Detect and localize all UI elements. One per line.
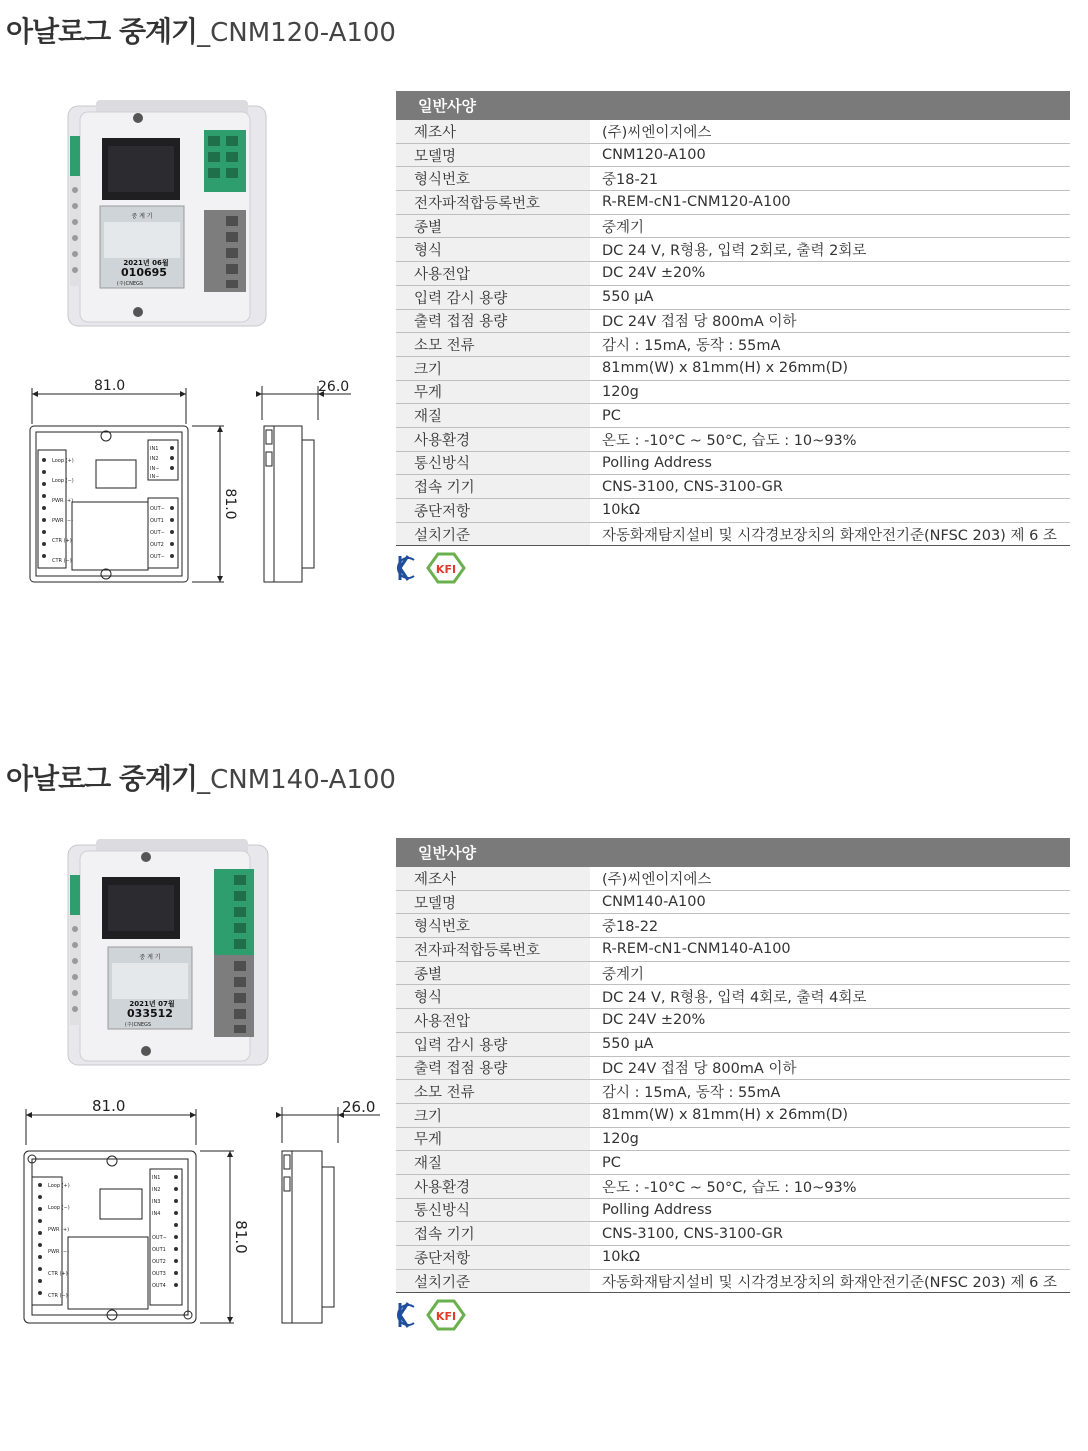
spec-row bbox=[396, 475, 1070, 499]
spec-value: 550 μA bbox=[590, 285, 1070, 309]
spec-value: DC 24 V, R형용, 입력 2회로, 출력 2회로 bbox=[590, 238, 1070, 262]
terminal-right-label: OUT3 bbox=[152, 1271, 166, 1277]
spec-value: DC 24V 접점 당 800mA 이하 bbox=[590, 309, 1070, 333]
terminal-right-label: OUT− bbox=[150, 554, 165, 560]
label-serial: 033512 bbox=[127, 1007, 173, 1020]
terminal-left-label: Loop (−) bbox=[48, 1205, 70, 1211]
spec-key: 접속 기기 bbox=[396, 475, 590, 499]
spec-row bbox=[396, 356, 1070, 380]
spec-key: 소모 전류 bbox=[396, 1080, 590, 1104]
spec-value: 중18-21 bbox=[590, 167, 1070, 191]
terminal-right-label: OUT− bbox=[152, 1235, 167, 1241]
spec-key: 무게 bbox=[396, 1127, 590, 1151]
terminal-left-label: Loop (+) bbox=[48, 1183, 70, 1189]
spec-row bbox=[396, 1174, 1070, 1198]
spec-value: PC bbox=[590, 404, 1070, 428]
terminal-right-label: IN− bbox=[150, 466, 160, 472]
spec-key: 형식 bbox=[396, 238, 590, 262]
spec-value: CNM140-A100 bbox=[590, 890, 1070, 914]
spec-key: 종별 bbox=[396, 961, 590, 985]
terminal-right-label: OUT− bbox=[150, 506, 165, 512]
spec-key: 사용환경 bbox=[396, 427, 590, 451]
spec-row bbox=[396, 938, 1070, 962]
spec-row bbox=[396, 191, 1070, 215]
title-korean: 아날로그 중계기 bbox=[6, 15, 198, 48]
spec-row bbox=[396, 285, 1070, 309]
spec-key: 모델명 bbox=[396, 890, 590, 914]
dim-depth: 26.0 bbox=[342, 1098, 376, 1116]
spec-row bbox=[396, 451, 1070, 475]
terminal-left-label: PWR (+) bbox=[48, 1227, 70, 1233]
spec-value: 온도 : -10°C ~ 50°C, 습도 : 10~93% bbox=[590, 1174, 1070, 1198]
spec-value: 자동화재탐지설비 및 시각경보장치의 화재안전기준(NFSC 203) 제 6 조 bbox=[590, 522, 1070, 546]
terminal-left-label: PWR (+) bbox=[52, 498, 74, 504]
spec-row bbox=[396, 238, 1070, 262]
dim-width: 81.0 bbox=[94, 378, 126, 394]
spec-value: DC 24V 접점 당 800mA 이하 bbox=[590, 1056, 1070, 1080]
spec-row bbox=[396, 1032, 1070, 1056]
spec-key: 입력 감시 용량 bbox=[396, 1032, 590, 1056]
terminal-left-label: Loop (−) bbox=[52, 478, 74, 484]
spec-row bbox=[396, 167, 1070, 191]
label-brand: (주)CNEGS bbox=[124, 1022, 152, 1028]
spec-value: CNS-3100, CNS-3100-GR bbox=[590, 1222, 1070, 1246]
spec-value: 중계기 bbox=[590, 961, 1070, 985]
terminal-right-label: IN4 bbox=[152, 1211, 161, 1217]
spec-key: 형식 bbox=[396, 985, 590, 1009]
terminal-right-label: IN2 bbox=[150, 456, 159, 462]
terminal-right-label: OUT2 bbox=[150, 542, 164, 548]
spec-table bbox=[396, 838, 1070, 1293]
kc-mark-icon bbox=[396, 1301, 416, 1329]
spec-key: 종단저항 bbox=[396, 499, 590, 523]
terminal-right-label: IN2 bbox=[152, 1187, 161, 1193]
spec-value: DC 24V ±20% bbox=[590, 1009, 1070, 1033]
spec-key: 무게 bbox=[396, 380, 590, 404]
spec-key: 사용전압 bbox=[396, 1009, 590, 1033]
terminal-left-label: CTR (+) bbox=[52, 538, 72, 544]
terminal-right-label: IN1 bbox=[150, 446, 159, 452]
spec-value: PC bbox=[590, 1151, 1070, 1175]
spec-value: 중계기 bbox=[590, 214, 1070, 238]
spec-value: (주)씨엔이지에스 bbox=[590, 867, 1070, 890]
spec-row bbox=[396, 1127, 1070, 1151]
spec-key: 재질 bbox=[396, 404, 590, 428]
spec-row bbox=[396, 333, 1070, 357]
terminal-right-label: OUT− bbox=[150, 530, 165, 536]
terminal-right-label: IN1 bbox=[152, 1175, 161, 1181]
terminal-right-label: IN3 bbox=[152, 1199, 161, 1205]
terminal-left-label: CTR (−) bbox=[52, 558, 72, 564]
spec-value: CNM120-A100 bbox=[590, 143, 1070, 167]
spec-row bbox=[396, 890, 1070, 914]
cert-marks bbox=[396, 1299, 466, 1331]
label-date: 2021년 06월 bbox=[123, 259, 169, 267]
terminal-left-label: Loop (+) bbox=[52, 458, 74, 464]
spec-key: 모델명 bbox=[396, 143, 590, 167]
spec-key: 크기 bbox=[396, 1103, 590, 1127]
spec-row bbox=[396, 1103, 1070, 1127]
spec-key: 제조사 bbox=[396, 867, 590, 890]
spec-header: 일반사양 bbox=[396, 91, 1070, 120]
spec-value: 감시 : 15mA, 동작 : 55mA bbox=[590, 333, 1070, 357]
label-name: 중 계 기 bbox=[139, 954, 161, 961]
title-model: _CNM140-A100 bbox=[197, 765, 396, 795]
spec-key: 사용전압 bbox=[396, 262, 590, 286]
spec-row bbox=[396, 985, 1070, 1009]
spec-key: 형식번호 bbox=[396, 914, 590, 938]
terminal-right-label: IN− bbox=[150, 474, 160, 480]
spec-row bbox=[396, 867, 1070, 890]
dim-height: 81.0 bbox=[222, 488, 238, 520]
spec-row bbox=[396, 427, 1070, 451]
terminal-left-label: PWR (−) bbox=[48, 1249, 70, 1255]
spec-row bbox=[396, 380, 1070, 404]
spec-row bbox=[396, 499, 1070, 523]
spec-value: 120g bbox=[590, 1127, 1070, 1151]
terminal-right-label: OUT4 bbox=[152, 1283, 166, 1289]
spec-row bbox=[396, 1151, 1070, 1175]
spec-key: 설치기준 bbox=[396, 522, 590, 546]
dim-height: 81.0 bbox=[232, 1220, 250, 1254]
kfi-mark-icon bbox=[426, 1299, 466, 1331]
spec-row bbox=[396, 961, 1070, 985]
dim-depth: 26.0 bbox=[318, 379, 350, 395]
spec-key: 형식번호 bbox=[396, 167, 590, 191]
spec-row bbox=[396, 1269, 1070, 1293]
spec-value: 550 μA bbox=[590, 1032, 1070, 1056]
spec-row bbox=[396, 1080, 1070, 1104]
terminal-left-label: CTR (−) bbox=[48, 1293, 68, 1299]
spec-row bbox=[396, 1056, 1070, 1080]
spec-key: 종단저항 bbox=[396, 1246, 590, 1270]
label-name: 중 계 기 bbox=[131, 213, 153, 220]
spec-value: 10kΩ bbox=[590, 1246, 1070, 1270]
spec-row bbox=[396, 522, 1070, 546]
spec-key: 전자파적합등록번호 bbox=[396, 938, 590, 962]
kfi-text: KFI bbox=[435, 563, 457, 576]
spec-row bbox=[396, 404, 1070, 428]
spec-key: 설치기준 bbox=[396, 1269, 590, 1293]
spec-row bbox=[396, 1009, 1070, 1033]
dim-width: 81.0 bbox=[92, 1097, 126, 1115]
spec-value: DC 24 V, R형용, 입력 4회로, 출력 4회로 bbox=[590, 985, 1070, 1009]
spec-value: R-REM-cN1-CNM120-A100 bbox=[590, 191, 1070, 215]
spec-key: 입력 감시 용량 bbox=[396, 285, 590, 309]
product-title bbox=[6, 10, 396, 50]
spec-value: 120g bbox=[590, 380, 1070, 404]
spec-value: 중18-22 bbox=[590, 914, 1070, 938]
terminal-right-label: OUT1 bbox=[152, 1247, 166, 1253]
spec-key: 전자파적합등록번호 bbox=[396, 191, 590, 215]
title-model: _CNM120-A100 bbox=[197, 18, 396, 48]
label-serial: 010695 bbox=[121, 266, 167, 279]
spec-key: 제조사 bbox=[396, 120, 590, 143]
spec-value: DC 24V ±20% bbox=[590, 262, 1070, 286]
label-date: 2021년 07월 bbox=[129, 1000, 175, 1008]
spec-key: 소모 전류 bbox=[396, 333, 590, 357]
spec-row bbox=[396, 1198, 1070, 1222]
spec-table bbox=[396, 91, 1070, 546]
spec-row bbox=[396, 1222, 1070, 1246]
kfi-mark-icon bbox=[426, 552, 466, 584]
spec-value: 10kΩ bbox=[590, 499, 1070, 523]
spec-key: 통신방식 bbox=[396, 451, 590, 475]
spec-row bbox=[396, 214, 1070, 238]
product-title bbox=[6, 757, 396, 797]
spec-key: 재질 bbox=[396, 1151, 590, 1175]
spec-row bbox=[396, 262, 1070, 286]
spec-row bbox=[396, 309, 1070, 333]
spec-value: 감시 : 15mA, 동작 : 55mA bbox=[590, 1080, 1070, 1104]
spec-row bbox=[396, 120, 1070, 143]
spec-row bbox=[396, 143, 1070, 167]
spec-value: (주)씨엔이지에스 bbox=[590, 120, 1070, 143]
spec-value: Polling Address bbox=[590, 451, 1070, 475]
product-photo bbox=[66, 98, 272, 330]
spec-header: 일반사양 bbox=[396, 838, 1070, 867]
product-photo bbox=[66, 837, 276, 1069]
cert-marks bbox=[396, 552, 466, 584]
spec-value: 자동화재탐지설비 및 시각경보장치의 화재안전기준(NFSC 203) 제 6 조 bbox=[590, 1269, 1070, 1293]
terminal-right-label: OUT1 bbox=[150, 518, 164, 524]
dimension-drawing bbox=[26, 372, 366, 588]
spec-value: 81mm(W) x 81mm(H) x 26mm(D) bbox=[590, 356, 1070, 380]
product-section-2 bbox=[0, 747, 1088, 1387]
kc-mark-icon bbox=[396, 554, 416, 582]
spec-key: 접속 기기 bbox=[396, 1222, 590, 1246]
spec-value: CNS-3100, CNS-3100-GR bbox=[590, 475, 1070, 499]
spec-key: 크기 bbox=[396, 356, 590, 380]
spec-key: 출력 접점 용량 bbox=[396, 1056, 590, 1080]
terminal-left-label: CTR (+) bbox=[48, 1271, 68, 1277]
product-section-1 bbox=[0, 0, 1088, 640]
spec-value: Polling Address bbox=[590, 1198, 1070, 1222]
terminal-right-label: OUT2 bbox=[152, 1259, 166, 1265]
spec-value: 온도 : -10°C ~ 50°C, 습도 : 10~93% bbox=[590, 427, 1070, 451]
spec-key: 사용환경 bbox=[396, 1174, 590, 1198]
spec-row bbox=[396, 1246, 1070, 1270]
dimension-drawing bbox=[20, 1093, 386, 1329]
title-korean: 아날로그 중계기 bbox=[6, 762, 198, 795]
label-brand: (주)CNEGS bbox=[116, 281, 144, 287]
terminal-left-label: PWR (−) bbox=[52, 518, 74, 524]
kfi-text: KFI bbox=[435, 1310, 457, 1323]
spec-row bbox=[396, 914, 1070, 938]
spec-key: 종별 bbox=[396, 214, 590, 238]
spec-value: 81mm(W) x 81mm(H) x 26mm(D) bbox=[590, 1103, 1070, 1127]
spec-key: 출력 접점 용량 bbox=[396, 309, 590, 333]
spec-value: R-REM-cN1-CNM140-A100 bbox=[590, 938, 1070, 962]
spec-key: 통신방식 bbox=[396, 1198, 590, 1222]
